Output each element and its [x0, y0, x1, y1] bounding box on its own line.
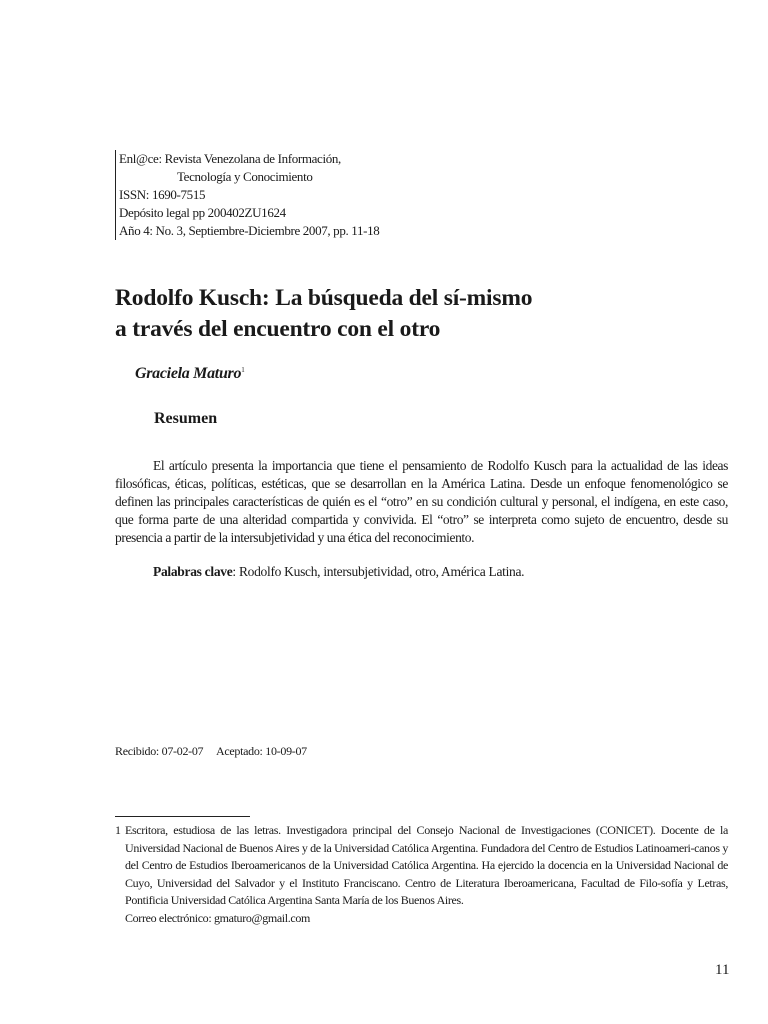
keywords [153, 564, 524, 580]
keywords-label: Palabras clave [153, 564, 233, 579]
author-footnote-marker: 1 [241, 366, 245, 374]
received-date: Recibido: 07-02-07 [115, 744, 204, 758]
accepted-date: Aceptado: 10-09-07 [215, 744, 307, 758]
author [135, 365, 244, 383]
article-title [115, 283, 532, 345]
footnote-divider [115, 816, 250, 817]
journal-deposito: Depósito legal pp 200402ZU1624 [119, 205, 286, 220]
article-title-line1: Rodolfo Kusch: La búsqueda del sí-mismo [115, 285, 533, 311]
abstract-heading: Resumen [154, 410, 218, 427]
journal-issue: Año 4: No. 3, Septiembre-Diciembre 2007, pp. 11-18 [119, 223, 380, 238]
article-title-line2: a través del encuentro con el otro [115, 316, 441, 342]
journal-subtitle: Tecnología y Conocimiento [177, 169, 313, 184]
submission-dates [115, 744, 307, 759]
page-number: 11 [715, 962, 730, 978]
footnote [115, 822, 728, 927]
journal-header [115, 150, 379, 240]
footnote-text: Escritora, estudiosa de las letras. Investigadora principal del Consejo Nacional de Investigaciones (CONICET). Docente de la Universidad Nacional de Buenos Aires y de la Universidad Católica Argentina. Fundadora del Centro de Estudios Latinoameri-canos y del Centro de Estudios Iberoamericanos de la Universidad Católica Argentina. Ha ejercido la docencia en la Universidad Nacional de Cuyo, Universidad del Salvador y el Instituto Franciscano. Centro de Literatura Iberoamericana, Facultad de Filo-sofía y Letras, Pontificia Universidad Católica Argentina Santa María de los Buenos Aires. [125, 823, 728, 907]
footnote-number: 1 [115, 823, 121, 837]
journal-issn: ISSN: 1690-7515 [119, 187, 206, 202]
author-name: Graciela Maturo [135, 365, 242, 382]
journal-name: Enl@ce: Revista Venezolana de Información, [119, 151, 341, 166]
abstract-text: El artículo presenta la importancia que tiene el pensamiento de Rodolfo Kusch para la actualidad de las ideas filosóficas, éticas, políticas, estéticas, que se desarrollan en la América Latina. Desde un enfoque fenomenológico se definen las principales características de quién es el “otro” en su condición cultural y personal, el indígena, en este caso, que forma parte de una alteridad compartida y convivida. El “otro” se interpreta como sujeto de encuentro, desde su presencia a partir de la intersubjetividad y una ética del reconocimiento. [115, 458, 728, 545]
footnote-email: Correo electrónico: gmaturo@gmail.com [125, 910, 311, 925]
keywords-list: : Rodolfo Kusch, intersubjetividad, otro, América Latina. [232, 564, 525, 579]
